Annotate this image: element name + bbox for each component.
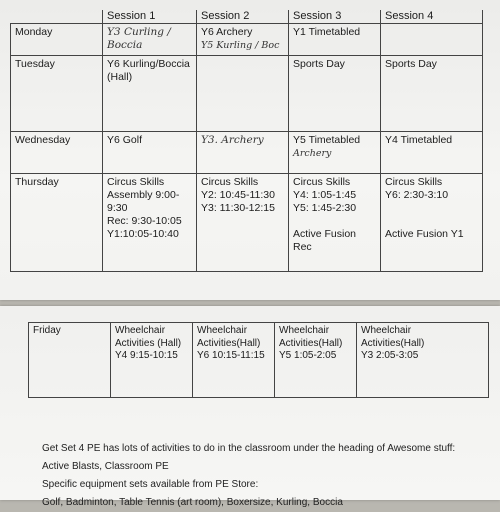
cell-line: Sports Day [293,58,345,70]
cell-thursday-s4 [381,174,483,272]
note-line: Golf, Badminton, Table Tennis (art room), Boxersize, Kurling, Boccia [42,497,343,508]
note-line: Active Blasts, Classroom PE [42,461,169,472]
cell-friday-s3 [275,323,357,398]
cell-line [385,202,478,215]
cell-line: Y6: 2:30-3:10 [385,189,449,201]
header-session-1: Session 1 [103,10,197,24]
cell-line [293,215,376,228]
cell-wednesday-s1 [103,132,197,174]
row-tuesday [11,56,483,132]
cell-line: Sports Day [385,58,437,70]
cell-tuesday-s4 [381,56,483,132]
cell-friday-s2 [193,323,275,398]
cell-line: Y3: 11:30-12:15 [201,202,275,214]
cell-line: (Hall) [107,71,133,83]
weekly-timetable [10,10,483,272]
cell-line: Activities(Hall) [197,337,261,349]
row-monday [11,24,483,56]
cell-tuesday-s3 [289,56,381,132]
cell-friday-s4 [357,323,489,398]
cell-line: Y3. Archery [201,134,264,146]
cell-monday-s1 [103,24,197,56]
row-thursday [11,174,483,272]
cell-line: Rec: 9:30-10:05 [107,215,182,227]
cell-line: Assembly 9:00- [107,189,180,201]
cell-wednesday-s2 [197,132,289,174]
cell-line: Wheelchair [279,325,330,336]
cell-line: Y1 Timetabled [293,26,361,38]
cell-line: Circus Skills [107,176,165,188]
cell-line [385,215,478,228]
cell-line: Y5: 1:45-2:30 [293,202,357,214]
header-session-2: Session 2 [197,10,289,24]
cell-friday-s1 [111,323,193,398]
cell-monday-s2 [197,24,289,56]
friday-timetable [28,322,489,398]
header-row [11,10,483,24]
cell-line: Y3 2:05-3:05 [361,350,419,361]
cell-line: Y5 Timetabled [293,134,361,146]
cell-thursday-s1 [103,174,197,272]
day-label: Monday [11,24,103,56]
cell-line: Wheelchair [115,325,166,336]
cell-line: Y4 Timetabled [385,134,453,146]
cell-wednesday-s3 [289,132,381,174]
cell-line: Y4: 1:05-1:45 [293,189,357,201]
cell-line: Y6 10:15-11:15 [197,350,265,361]
note-line: Get Set 4 PE has lots of activities to do in the classroom under the heading of Awesome stuff: [42,443,456,454]
cell-wednesday-s4 [381,132,483,174]
cell-line: Circus Skills [385,176,443,188]
cell-monday-s4 [381,24,483,56]
day-label: Thursday [11,174,103,272]
cell-line: Activities (Hall) [115,337,182,349]
cell-line: Activities(Hall) [361,337,425,349]
cell-line: Wheelchair [361,325,412,336]
row-wednesday [11,132,483,174]
row-friday [29,323,489,398]
cell-line: Y6 Golf [107,134,143,146]
cell-line: Y3 Curling / Boccia [107,26,171,51]
cell-line: Y6 Kurling/Boccia [107,58,190,70]
cell-tuesday-s2 [197,56,289,132]
cell-line: Y2: 10:45-11:30 [201,189,275,201]
day-label: Tuesday [11,56,103,132]
cell-thursday-s2 [197,174,289,272]
notes-section [42,440,455,512]
cell-line: Active Fusion Rec [293,228,357,253]
header-corner [11,10,103,24]
cell-line: Activities(Hall) [279,337,343,349]
cell-line: Y4 9:15-10:15 [115,350,178,361]
cell-line: Circus Skills [201,176,259,188]
day-label: Friday [29,323,111,398]
cell-line: Y1:10:05-10:40 [107,228,179,240]
handwritten-note: Archery [293,148,332,159]
header-session-3: Session 3 [289,10,381,24]
cell-line: Y6 Archery [201,26,253,38]
cell-line: Y5 1:05-2:05 [279,350,337,361]
cell-line: 9:30 [107,202,128,214]
cell-monday-s3 [289,24,381,56]
header-session-4: Session 4 [381,10,483,24]
cell-tuesday-s1 [103,56,197,132]
cell-line: Active Fusion Y1 [385,228,464,240]
handwritten-note: Y5 Kurling / Boc [201,40,280,51]
cell-line: Wheelchair [197,325,248,336]
cell-thursday-s3 [289,174,381,272]
cell-line: Circus Skills [293,176,351,188]
day-label: Wednesday [11,132,103,174]
note-line: Specific equipment sets available from PE Store: [42,479,259,490]
